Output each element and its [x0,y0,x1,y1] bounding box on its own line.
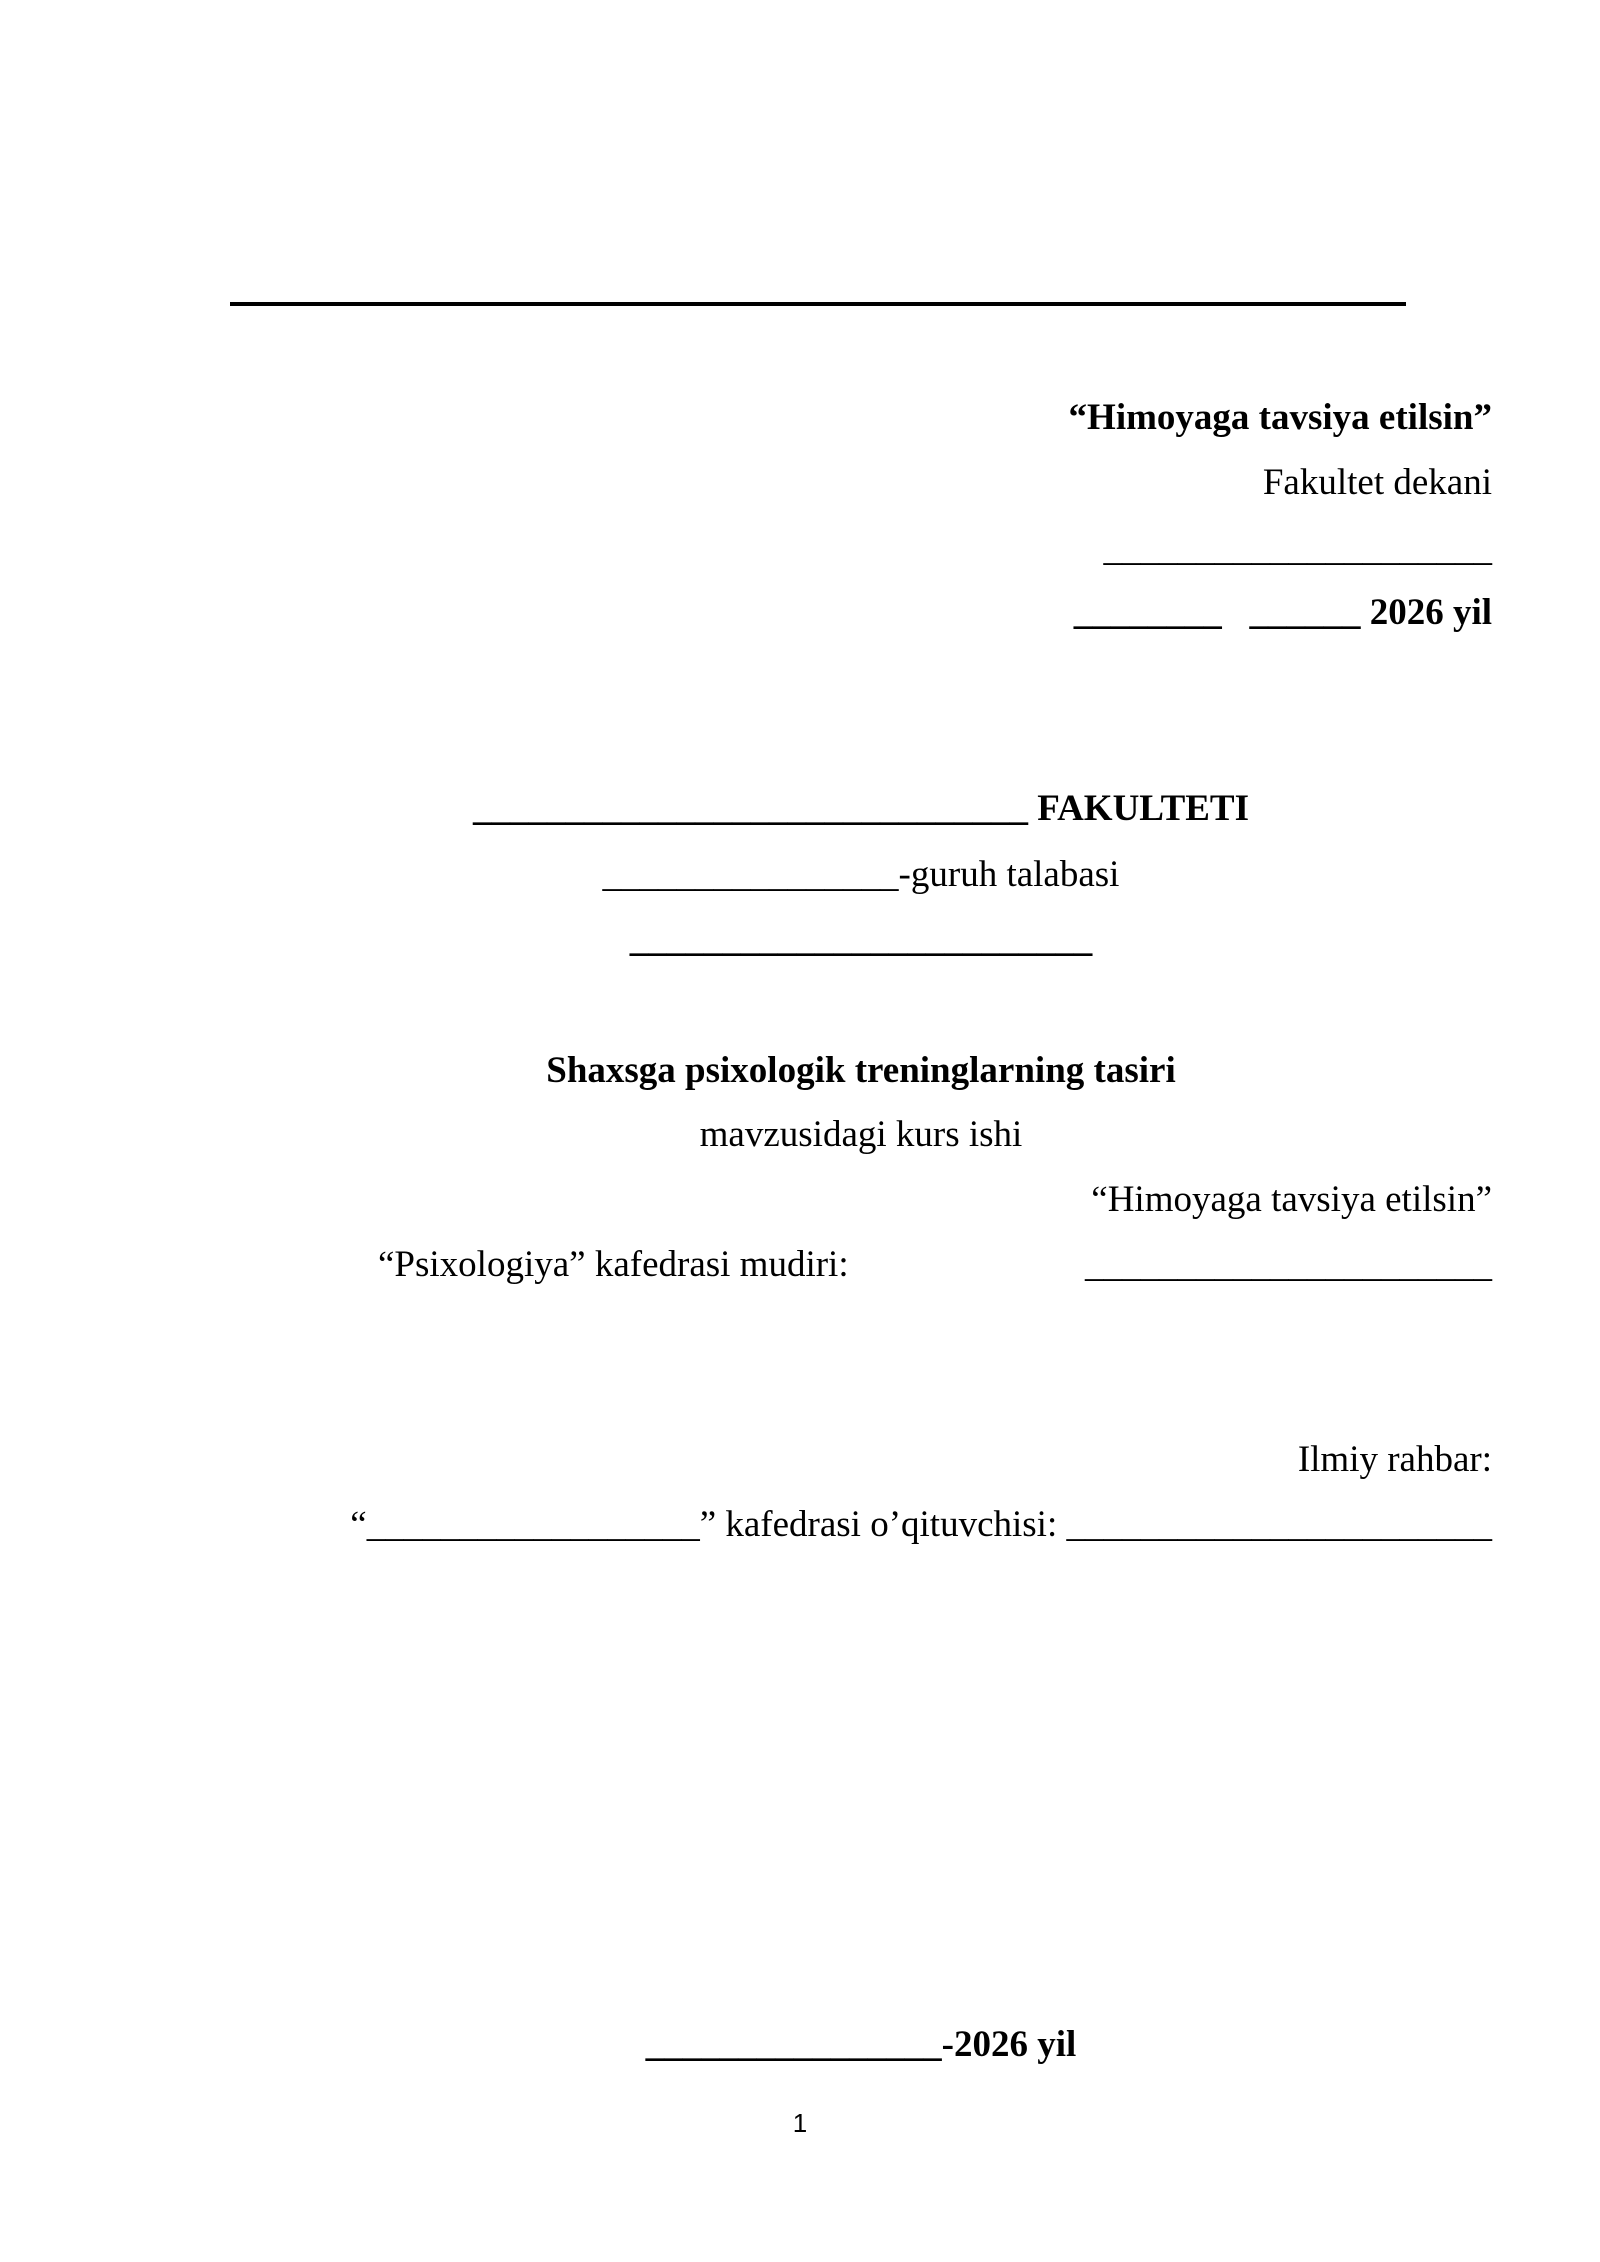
supervisor-line: “__________________” kafedrasi o’qituvchisi: _______________________ [350,1504,1492,1545]
faculty-line: ______________________________ FAKULTETI [472,788,1250,829]
page-number: 1 [792,2108,808,2138]
student-name-line: _________________________ [629,919,1093,960]
topic-title: Shaxsga psixologik treninglarning tasiri [546,1050,1176,1091]
approval-date-line: ________ ______ 2026 yil [1073,592,1492,633]
department-head-signature-line: ______________________ [1085,1244,1492,1285]
dean-position: Fakultet dekani [1262,462,1492,503]
dean-signature-line: _____________________ [1103,528,1492,569]
supervisor-label: Ilmiy rahbar: [1297,1439,1492,1480]
approval-title: “Himoyaga tavsiya etilsin” [1068,397,1492,438]
footer-year-line: ________________-2026 yil [645,2024,1077,2065]
department-head-label: “Psixologiya” kafedrasi mudiri: [378,1244,849,1285]
group-student-line: ________________-guruh talabasi [602,854,1120,895]
department-approval-title: “Himoyaga tavsiya etilsin” [1091,1179,1492,1220]
top-rule [230,302,1406,306]
topic-subtitle: mavzusidagi kurs ishi [699,1114,1023,1155]
